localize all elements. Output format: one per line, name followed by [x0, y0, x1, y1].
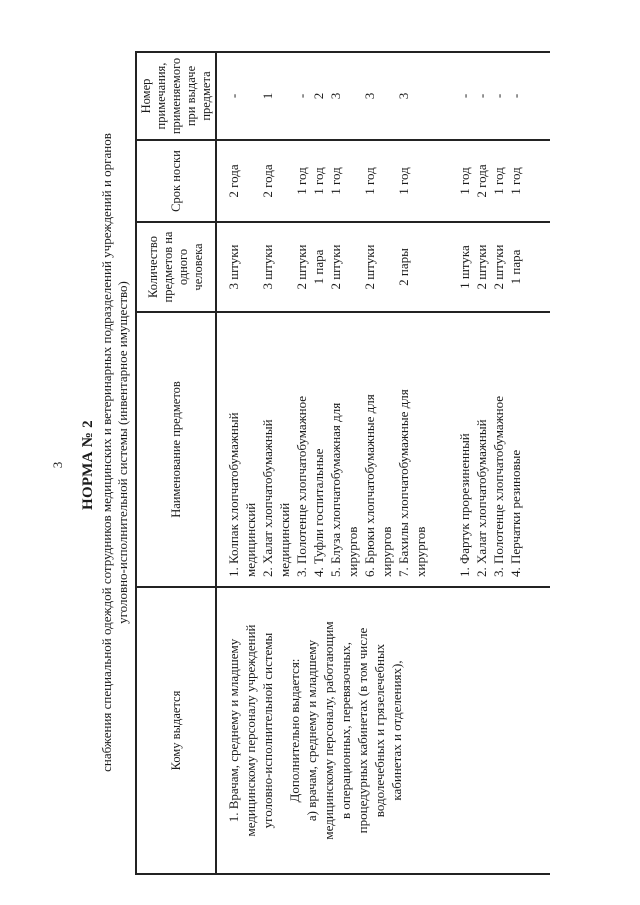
recipient-line: медицинскому персоналу учреждений [243, 624, 258, 837]
column-note-number [217, 53, 550, 141]
spacer-line [439, 317, 456, 577]
item-name-line: 6. Брюки хлопчатобумажные для [362, 394, 377, 577]
item-name-line: 1. Фартук прорезиненный [457, 433, 472, 577]
recipient-line: уголовно-исполнительной системы [260, 632, 275, 829]
spacer-line [242, 227, 259, 307]
item-name-line: хирургов [345, 526, 360, 577]
subtitle-line: уголовно-исполнительной системы (инвентарное имущество) [115, 281, 130, 624]
spacer-line [378, 57, 395, 135]
item-name-line: 4. Перчатки резиновые [508, 449, 523, 577]
item-quantity: 2 штуки [294, 244, 309, 290]
group-block [225, 227, 429, 307]
group-block [439, 57, 524, 135]
spacer-line [242, 57, 259, 135]
item-note-number: - [508, 93, 523, 99]
item-wear-term: 1 год [311, 167, 326, 195]
subtitle-line: снабжения специальной одеждой сотрудников медицинских и ветеринарных подразделений учреждений и органов [99, 133, 114, 772]
item-name-line: 4. Туфли госпитальные [311, 448, 326, 577]
column-item-name [217, 313, 550, 588]
item-wear-term: 1 год [328, 167, 343, 195]
item-name-line: 7. Бахилы хлопчатобумажные для [396, 389, 411, 577]
spacer-line [242, 145, 259, 217]
item-wear-term: 1 год [294, 167, 309, 195]
spacer-line [378, 145, 395, 217]
item-note-number: 1 [260, 92, 275, 100]
spacer-line [439, 57, 456, 135]
item-name-line: 3. Полотенце хлопчатобумажное [294, 395, 309, 577]
item-name-line: медицинский [277, 502, 292, 577]
item-wear-term: 1 год [362, 167, 377, 195]
item-wear-term: 2 года [226, 164, 241, 198]
spacer-line [378, 227, 395, 307]
column-recipient [217, 588, 550, 873]
header-note-number: Номер примечания, применяемого при выдаче предмета [137, 53, 217, 141]
supply-norm-table [135, 51, 550, 875]
item-note-number: - [226, 93, 241, 99]
item-name-line: 5. Блуза хлопчатобумажная для [328, 402, 343, 577]
recipient-line: 1. Врачам, среднему и младшему [226, 638, 241, 823]
recipient-line: в операционных, перевязочных, [338, 641, 353, 820]
item-wear-term: 1 год [457, 167, 472, 195]
item-note-number: 3 [362, 92, 377, 100]
item-note-number: - [457, 93, 472, 99]
item-wear-term: 1 год [491, 167, 506, 195]
item-wear-term: 1 год [508, 167, 523, 195]
spacer-line [344, 145, 361, 217]
item-quantity: 2 пары [396, 248, 411, 286]
page-number: 3 [50, 461, 65, 469]
item-name-line: 3. Полотенце хлопчатобумажное [491, 395, 506, 577]
column-quantity [217, 223, 550, 313]
recipient-line: процедурных кабинетах (в том числе [355, 627, 370, 834]
item-quantity: 1 штука [457, 245, 472, 289]
item-note-number: - [294, 93, 309, 99]
spacer-line [276, 227, 293, 307]
header-item-name: Наименование предметов [137, 313, 217, 588]
header-quantity: Количество предметов на одного человека [137, 223, 217, 313]
group-block [439, 227, 524, 307]
item-wear-term: 1 год [396, 167, 411, 195]
spacer-line [276, 145, 293, 217]
group-block [225, 317, 429, 582]
item-name-line: 2. Халат хлопчатобумажный [474, 419, 489, 577]
document-subtitle [99, 0, 131, 905]
item-quantity: 2 штуки [362, 244, 377, 290]
group-block [225, 145, 429, 217]
spacer-line [412, 145, 429, 217]
item-note-number: - [474, 93, 489, 99]
item-name-line: медицинский [243, 502, 258, 577]
item-note-number: - [491, 93, 506, 99]
group-block [439, 317, 524, 582]
recipient-line: водолечебных и грязелечебных [372, 643, 387, 818]
recipient-line: медицинскому персоналу, работающим [321, 621, 336, 840]
spacer-line [412, 57, 429, 135]
item-wear-term: 2 года [260, 164, 275, 198]
item-note-number: 3 [396, 92, 411, 100]
item-name-line: 1. Колпак хлопчатобумажный [226, 412, 241, 577]
spacer-line [412, 227, 429, 307]
item-quantity: 3 штуки [260, 244, 275, 290]
item-quantity: 1 пара [508, 249, 523, 285]
recipient-line: кабинетах и отделениях), [389, 660, 404, 801]
spacer-line [344, 227, 361, 307]
header-recipient: Кому выдается [137, 588, 217, 873]
item-quantity: 2 штуки [474, 244, 489, 290]
item-quantity: 2 штуки [491, 244, 506, 290]
group-block [286, 592, 405, 869]
group-block [225, 57, 429, 135]
column-wear-term [217, 141, 550, 223]
header-wear-term: Срок носки [137, 141, 217, 223]
spacer-line [439, 227, 456, 307]
spacer-line [276, 57, 293, 135]
item-quantity: 3 штуки [226, 244, 241, 290]
recipient-line: а) врачам, среднему и младшему [304, 639, 319, 822]
item-wear-term: 2 года [474, 164, 489, 198]
group-block [225, 592, 276, 869]
item-quantity: 2 штуки [328, 244, 343, 290]
item-quantity: 1 пара [311, 249, 326, 285]
item-note-number: 2 [311, 92, 326, 100]
item-note-number: 3 [328, 92, 343, 100]
item-name-line: 2. Халат хлопчатобумажный [260, 419, 275, 577]
spacer-line [439, 145, 456, 217]
recipient-line: Дополнительно выдается: [287, 658, 302, 803]
group-block [439, 145, 524, 217]
item-name-line: хирургов [379, 526, 394, 577]
item-name-line: хирургов [413, 526, 428, 577]
document-title: НОРМА № 2 [80, 420, 96, 510]
spacer-line [344, 57, 361, 135]
